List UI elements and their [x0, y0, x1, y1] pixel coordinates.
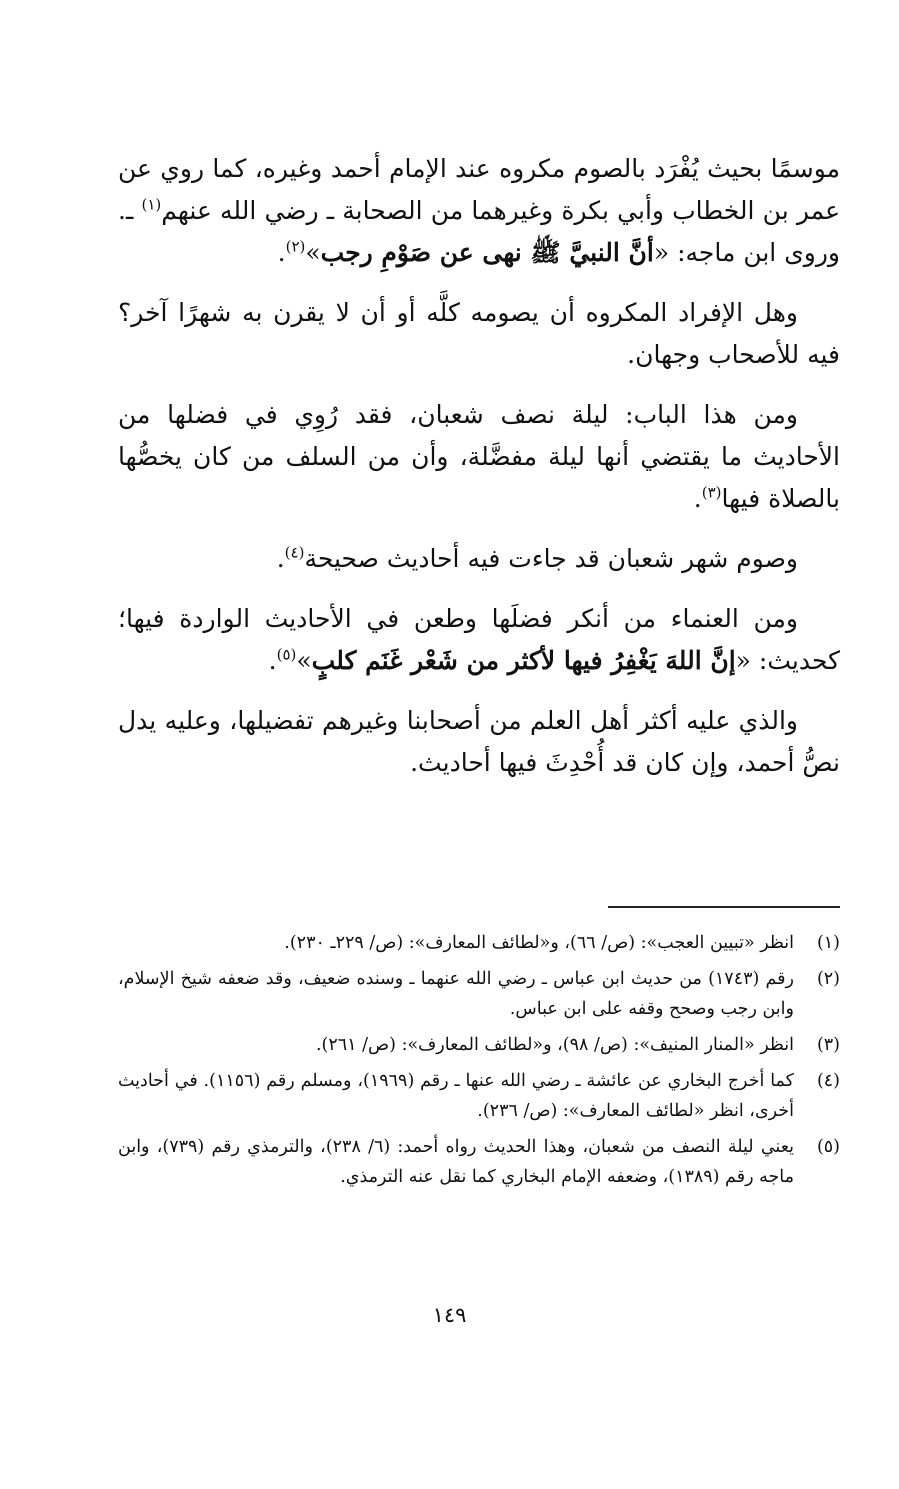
body-paragraph: [118, 394, 840, 520]
footnote-text: رقم (١٧٤٣) من حديث ابن عباس ـ رضي الله عنهما ـ وسنده ضعيف، وقد ضعفه شيخ الإسلام، وابن رجب وصحح وقفه على ابن عباس.: [118, 969, 794, 1019]
paragraph-text: .: [268, 646, 277, 675]
body-paragraph: [118, 292, 840, 376]
footnote-reference: (١): [141, 195, 162, 214]
footnote-number: (٣): [816, 1035, 840, 1055]
paragraph-text: »: [296, 646, 312, 675]
page-number: ١٤٩: [432, 1303, 467, 1327]
footnote-text: يعني ليلة النصف من شعبان، وهذا الحديث رواه أحمد: (٦/ ٢٣٨)، والترمذي رقم (٧٣٩)، وابن ماجه رقم (١٣٨٩)، وضعفه الإمام البخاري كما نقل عنه الترمذي.: [118, 1137, 795, 1187]
hadith-quote: إنَّ اللهَ يَغْفِرُ فيها لأكثر من شَعْر غَنَم كلبٍ: [311, 646, 736, 675]
paragraph-text: »: [305, 238, 321, 267]
body-paragraph: [118, 538, 840, 580]
footnote-divider: [608, 906, 840, 908]
footnote-item: [118, 1066, 840, 1126]
paragraph-text: وصوم شهر شعبان قد جاءت فيه أحاديث صحيحة: [304, 544, 798, 573]
main-text-body: [118, 148, 840, 802]
paragraph-text: والذي عليه أكثر أهل العلم من أصحابنا وغيرهم تفضيلها، وعليه يدل نصُّ أحمد، وإن كان قد أُحْدِثَ فيها أحاديث.: [118, 706, 840, 777]
footnote-item: [118, 1030, 840, 1060]
paragraph-text: .: [693, 484, 702, 513]
footnote-reference: (٣): [701, 483, 722, 502]
footnote-reference: (٢): [285, 237, 306, 256]
footnote-reference: (٥): [276, 645, 297, 664]
paragraph-text: ـ. وروى ابن ماجه: «: [118, 196, 840, 267]
paragraph-text: موسمًا بحيث يُفْرَد بالصوم مكروه عند الإمام أحمد وغيره، كما روي عن عمر بن الخطاب وأبي بكرة وغيرهما من الصحابة ـ رضي الله عنهم: [118, 154, 841, 225]
footnote-text: كما أخرج البخاري عن عائشة ـ رضي الله عنها ـ رقم (١٩٦٩)، ومسلم رقم (١١٥٦). في أحاديث أخرى، انظر «لطائف المعارف»: (ص/ ٢٣٦).: [118, 1071, 794, 1121]
paragraph-text: .: [276, 544, 285, 573]
paragraph-text: ومن هذا الباب: ليلة نصف شعبان، فقد رُوِي في فضلها من الأحاديث ما يقتضي أنها ليلة مفضَّلة، وأن من السلف من كان يخصُّها بالصلاة فيها: [118, 400, 840, 513]
body-paragraph: [118, 700, 840, 784]
footnote-text: انظر «المنار المنيف»: (ص/ ٩٨)، و«لطائف المعارف»: (ص/ ٢٦١).: [315, 1035, 794, 1055]
footnote-item: [118, 1132, 840, 1192]
hadith-quote: أنَّ النبيَّ ﷺ نهى عن صَوْمِ رجب: [320, 238, 654, 267]
paragraph-text: وهل الإفراد المكروه أن يصومه كلَّه أو أن لا يقرن به شهرًا آخر؟ فيه للأصحاب وجهان.: [118, 298, 840, 369]
paragraph-text: ومن العنماء من أنكر فضلَها وطعن في الأحاديث الواردة فيها؛ كحديث: «: [118, 604, 840, 675]
footnote-item: [118, 928, 840, 958]
paragraph-text: .: [277, 238, 286, 267]
footnote-number: (٢): [816, 969, 840, 989]
footnote-number: (٥): [816, 1137, 840, 1157]
body-paragraph: [118, 148, 840, 274]
footnote-number: (١): [816, 933, 840, 953]
body-paragraph: [118, 598, 840, 682]
footnote-reference: (٤): [284, 543, 305, 562]
footnote-text: انظر «تبيين العجب»: (ص/ ٦٦)، و«لطائف المعارف»: (ص/ ٢٢٩ـ ٢٣٠).: [284, 933, 794, 953]
footnote-number: (٤): [816, 1071, 840, 1091]
footnote-item: [118, 964, 840, 1024]
footnotes-section: [118, 928, 840, 1198]
